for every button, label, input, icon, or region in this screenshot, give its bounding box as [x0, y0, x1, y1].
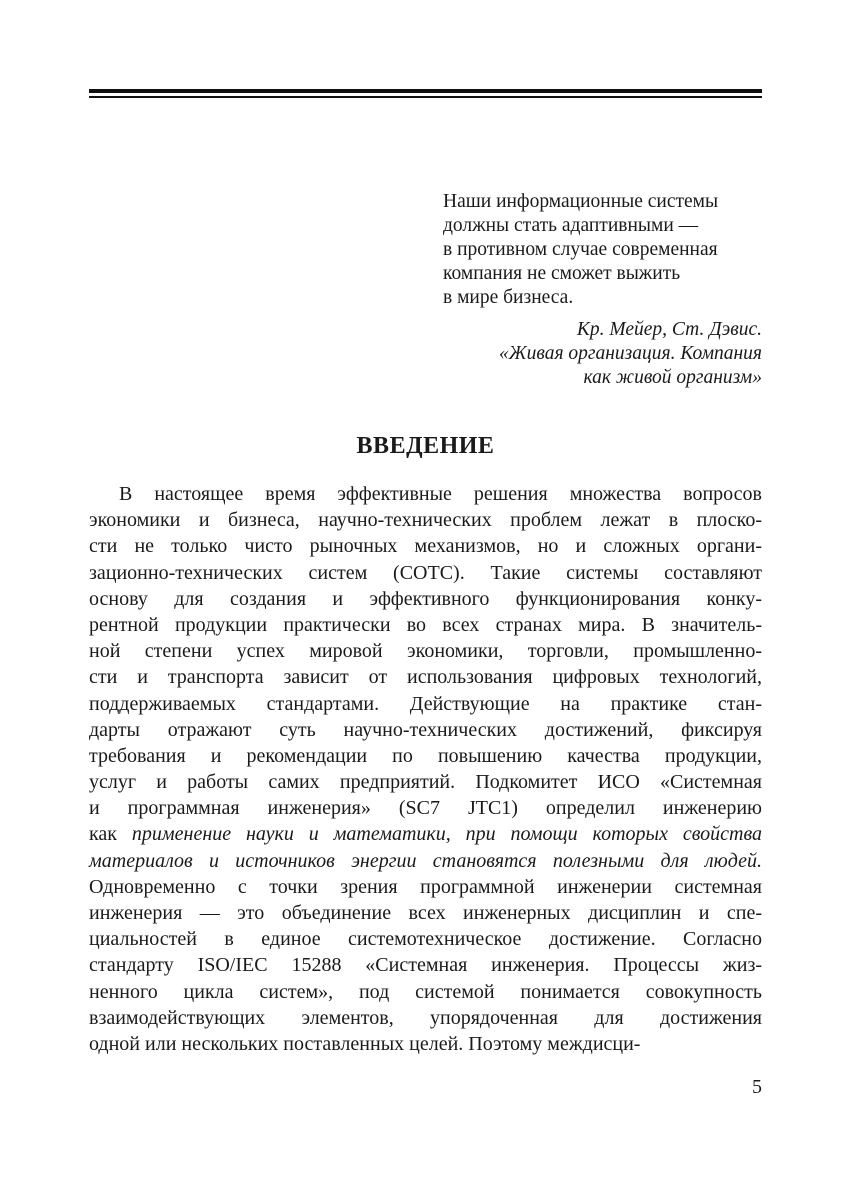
body-line: ненного цикла систем», под системой понимается совокупность — [89, 980, 762, 1003]
body-line: инженерия — это объединение всех инженерных дисциплин и спе- — [89, 902, 762, 924]
body-line — [89, 821, 762, 847]
body-line: одной или нескольких поставленных целей. Поэтому междисци- — [89, 1032, 641, 1055]
epigraph — [443, 190, 773, 390]
epigraph-source — [443, 318, 762, 390]
epigraph-quote-line: должны стать адаптивными — — [443, 215, 699, 236]
body-line-text: как — [89, 823, 132, 846]
epigraph-quote-line: в противном случае современная — [443, 239, 718, 260]
epigraph-quote-line: компания не сможет выжить — [443, 263, 681, 284]
body-line: рентной продукции практически во всех странах мира. В значитель- — [89, 613, 762, 636]
body-line: сти не только чисто рыночных механизмов, но и сложных органи- — [89, 535, 762, 558]
body-line: экономики и бизнеса, научно-технических проблем лежат в плоско- — [89, 509, 762, 532]
body-line: дарты отражают суть научно-технических достижений, фиксируя — [89, 718, 762, 741]
header-rule-thick — [89, 89, 762, 93]
body-line — [89, 848, 762, 874]
body-line: зационно-технических систем (СОТС). Такие системы составляют — [89, 561, 762, 584]
body-line: взаимодействующих элементов, упорядоченная для достижения — [89, 1006, 762, 1029]
body-line-italic-text: применение науки и математики, при помощи которых свойства — [131, 823, 762, 846]
body-line: циальностей в единое системотехническое достижение. Согласно — [89, 928, 762, 951]
epigraph-quote-line: в мире бизнеса. — [443, 287, 574, 308]
body-line-italic-text: материалов и источников энергии становятся полезными для людей. — [89, 849, 762, 872]
body-text — [89, 481, 762, 1057]
body-line: поддерживаемых стандартами. Действующие на практике стан- — [89, 692, 762, 715]
body-line: услуг и работы самих предприятий. Подкомитет ИСО «Системная — [89, 771, 762, 794]
page-number: 5 — [752, 1076, 762, 1098]
epigraph-source-line: как живой организм» — [583, 367, 762, 388]
section-title: ВВЕДЕНИЕ — [356, 433, 495, 459]
body-line: сти и транспорта зависит от использования цифровых технологий, — [89, 666, 762, 689]
epigraph-source-line: «Живая организация. Компания — [499, 343, 762, 364]
header-rule-thin — [89, 96, 762, 98]
epigraph-source-line: Кр. Мейер, Ст. Дэвис. — [576, 319, 762, 340]
body-line: стандарту ISO/IEC 15288 «Системная инженерия. Процессы жиз- — [89, 954, 762, 977]
body-line: основу для создания и эффективного функционирования конку- — [89, 587, 762, 610]
body-line: ной степени успех мировой экономики, торговли, промышленно- — [89, 640, 762, 663]
body-line: требования и рекомендации по повышению качества продукции, — [89, 744, 762, 767]
body-line: Одновременно с точки зрения программной инженерии системная — [89, 875, 762, 898]
epigraph-quote-line: Наши информационные системы — [443, 191, 719, 212]
body-line: и программная инженерия» (SC7 JTC1) определил инженерию — [89, 797, 762, 820]
body-line: В настоящее время эффективные решения множества вопросов — [119, 483, 762, 505]
epigraph-quote — [443, 190, 773, 310]
